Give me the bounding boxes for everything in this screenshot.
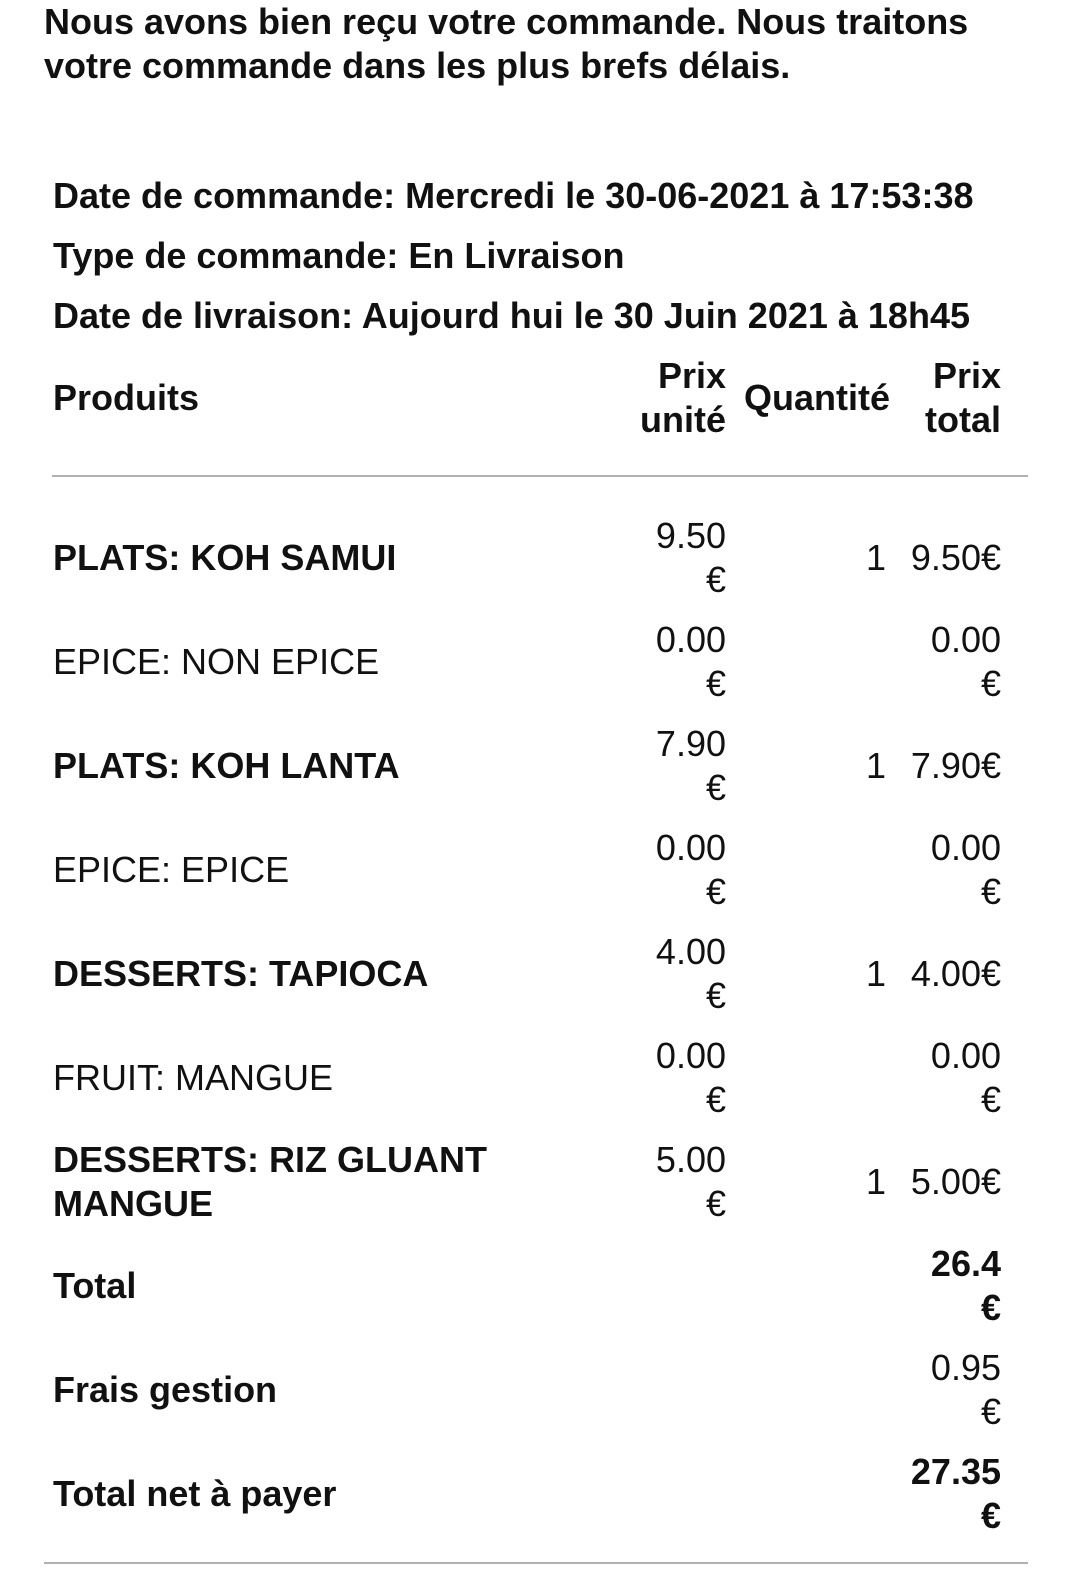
unit-price-currency: € [705,663,726,704]
line-item-total [880,618,1001,706]
line-item-unit-price [580,1138,726,1226]
order-date-label: Date de commande : [53,175,405,216]
header-divider [52,475,1028,477]
fees-value-currency: € [980,1391,1001,1432]
header-total-price-line2: total [925,399,1001,440]
unit-price-amount: 7.90 [655,723,726,764]
unit-price-amount: 4.00 [655,931,726,972]
line-item-option: EPICE: EPICE [53,849,290,890]
line-item-quantity: 1 [865,1161,886,1202]
order-type-label: Type de commande : [53,235,408,276]
unit-price-currency: € [705,1183,726,1224]
unit-price-amount: 5.00 [655,1139,726,1180]
order-type-value: En Livraison [408,235,625,276]
order-date-line [53,176,1053,216]
header-quantity: Quantité [744,377,891,418]
net-total-currency: € [980,1495,1001,1536]
header-unit-price-line1: Prix [657,355,726,396]
fees-value-amount: 0.95 [930,1347,1001,1388]
line-item-unit-price [580,514,726,602]
order-confirmation-message: Nous avons bien reçu votre commande. Nous traitons votre commande dans les plus brefs délais. [44,1,969,86]
delivery-date-value: Aujourd hui le 30 Juin 2021 à 18h45 [361,295,970,336]
line-item-product: PLATS: KOH LANTA [53,745,400,786]
total-currency: € [980,871,1001,912]
total-amount: 0.00 [930,1035,1001,1076]
line-item-product: PLATS: KOH SAMUI [53,537,397,578]
line-item-unit-price [580,722,726,810]
total-value-currency: € [980,1287,1001,1328]
total-label: Total [53,1265,137,1306]
unit-price-currency: € [705,975,726,1016]
line-item-total [880,1034,1001,1122]
net-total-amount: 27.35 [910,1451,1001,1492]
total-amount: 0.00 [930,827,1001,868]
order-type-line [53,236,1053,276]
product-name-line1: DESSERTS: RIZ GLUANT [53,1139,488,1180]
fees-label: Frais gestion [53,1369,278,1410]
total-value-amount: 26.4 [930,1243,1001,1284]
delivery-date-label: Date de livraison : [53,295,362,336]
line-item-total: 7.90€ [910,745,1001,786]
total-currency: € [980,1079,1001,1120]
delivery-date-line [53,296,1053,336]
line-item-product [53,1138,613,1226]
line-item-total: 4.00€ [910,953,1001,994]
total-currency: € [980,663,1001,704]
header-total-price-line1: Prix [932,355,1001,396]
unit-price-amount: 0.00 [655,1035,726,1076]
header-unit-price-line2: unité [640,399,726,440]
fees-value [880,1346,1001,1434]
line-item-option: EPICE: NON EPICE [53,641,380,682]
unit-price-amount: 0.00 [655,827,726,868]
unit-price-currency: € [705,559,726,600]
line-item-unit-price [580,930,726,1018]
line-item-unit-price [580,826,726,914]
line-item-quantity: 1 [865,953,886,994]
header-products: Produits [53,377,200,418]
unit-price-currency: € [705,871,726,912]
product-name-line2: MANGUE [53,1183,213,1224]
line-item-total: 9.50€ [910,537,1001,578]
unit-price-currency: € [705,767,726,808]
net-total-value [880,1450,1001,1538]
line-item-option: FRUIT: MANGUE [53,1057,334,1098]
line-item-product: DESSERTS: TAPIOCA [53,953,429,994]
net-total-label: Total net à payer [53,1473,337,1514]
unit-price-amount: 9.50 [655,515,726,556]
line-item-quantity: 1 [865,537,886,578]
header-total-price [880,354,1001,442]
order-date-value: Mercredi le 30-06-2021 à 17:53:38 [405,175,974,216]
header-unit-price [580,354,726,442]
total-amount: 0.00 [930,619,1001,660]
line-item-unit-price [580,618,726,706]
bottom-divider [44,1562,1028,1564]
unit-price-amount: 0.00 [655,619,726,660]
line-item-total [880,826,1001,914]
unit-price-currency: € [705,1079,726,1120]
line-item-quantity: 1 [865,745,886,786]
line-item-unit-price [580,1034,726,1122]
line-item-total: 5.00€ [910,1161,1001,1202]
total-value [880,1242,1001,1330]
